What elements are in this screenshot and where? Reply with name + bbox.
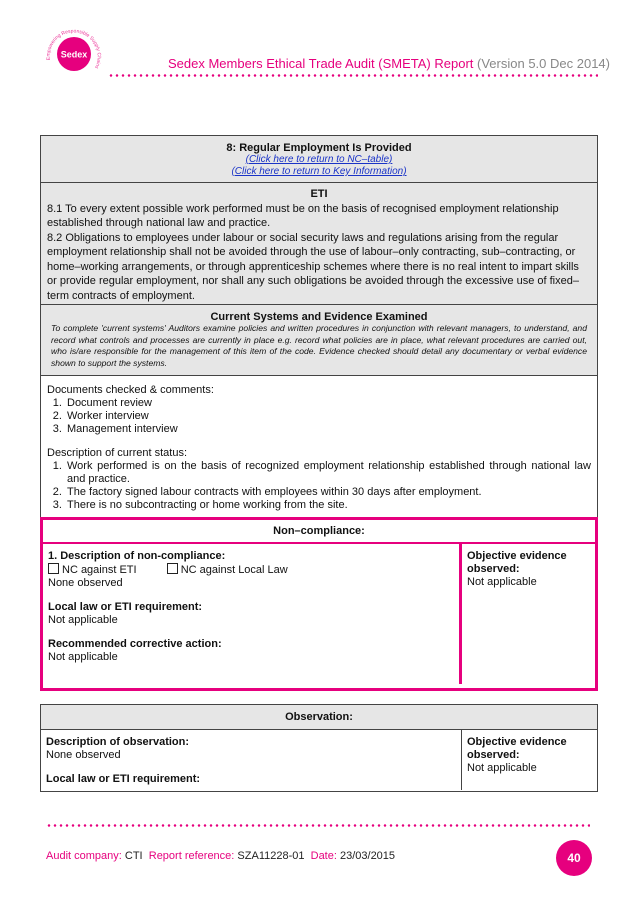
sedex-logo-text: Sedex: [60, 49, 88, 60]
nc-law-label: Local law or ETI requirement:: [48, 601, 203, 613]
obs-evidence-column: [461, 730, 597, 790]
section-8-box: [40, 135, 598, 310]
observation-header: [41, 705, 597, 730]
status-list: [65, 460, 591, 512]
nc-evidence-value: Not applicable: [467, 576, 537, 588]
status-label: Description of current status:: [47, 447, 188, 459]
logo-ring-text: Empowering Responsible Supply Chains: [45, 28, 102, 70]
current-systems-title: Current Systems and Evidence Examined: [210, 311, 428, 323]
footer-date-label: Date:: [310, 850, 337, 862]
documents-list: [65, 397, 591, 436]
list-item: 2. The factory signed labour contracts with employees within 30 days after employment.: [65, 486, 591, 499]
nc-description-label: 1. Description of non-compliance:: [48, 550, 226, 562]
report-version: (Version 5.0 Dec 2014): [477, 56, 610, 71]
current-systems-instructions: To complete 'current systems' Auditors examine policies and written procedures in conjunction with relevant managers, to understand, and record what controls and processes are currently in place e.g. record what policies are in place, what relevant procedures are carried out, who is/are responsible for the management of this item of the code. Evidence checked should detail any documentary or verbal evidence shown to support the systems.: [51, 323, 587, 368]
list-item: 3. Management interview: [65, 423, 591, 436]
list-item: 1. Document review: [65, 397, 591, 410]
non-compliance-details: [43, 544, 459, 684]
nc-action-value: Not applicable: [48, 651, 118, 663]
return-nc-table-link[interactable]: (Click here to return to NC–table): [245, 154, 393, 165]
return-key-information-link[interactable]: (Click here to return to Key Information): [231, 166, 407, 177]
footer-company: CTI: [124, 850, 143, 862]
list-item: 2. Worker interview: [65, 410, 591, 423]
non-compliance-box: [40, 517, 598, 691]
header-dotted-rule: [108, 74, 598, 77]
nc-eti-label: NC against ETI: [62, 564, 137, 576]
obs-description-value: None observed: [46, 749, 121, 761]
eti-8-1: 8.1 To every extent possible work performed must be on the basis of recognised employment relationship established through national law and practice.: [47, 202, 559, 229]
obs-description-label: Description of observation:: [46, 736, 190, 748]
nc-action-label: Recommended corrective action:: [48, 638, 222, 650]
current-systems-content: [41, 376, 597, 518]
observation-box: [40, 704, 598, 792]
nc-checkbox-row: [48, 563, 454, 577]
section-8-header: [41, 136, 597, 183]
obs-law-label: Local law or ETI requirement:: [46, 773, 201, 785]
list-item: 3. There is no subcontracting or home working from the site.: [65, 499, 591, 512]
non-compliance-header: [43, 520, 595, 544]
current-systems-box: [40, 304, 598, 519]
documents-label: Documents checked & comments:: [47, 384, 214, 396]
current-systems-header: [41, 305, 597, 376]
report-title: Sedex Members Ethical Trade Audit (SMETA) Report (Version 5.0 Dec 2014): [168, 56, 610, 71]
nc-eti-checkbox[interactable]: [48, 563, 59, 574]
footer-date: 23/03/2015: [339, 850, 396, 862]
page-number: 40: [556, 840, 592, 876]
footer-dotted-rule: [46, 824, 590, 827]
nc-description-value: None observed: [48, 577, 123, 589]
footer-ref-label: Report reference:: [148, 850, 235, 862]
eti-label: ETI: [310, 188, 328, 200]
observation-title: Observation:: [285, 711, 353, 723]
eti-8-2: 8.2 Obligations to employees under labour or social security laws and regulations arising from the regular employment relationship shall not be avoided through the use of labour–only contracting, sub–contracting, or home–working arrangements, or through apprenticeship schemes where there is no real intent to impart skills or provide regular employment, nor shall any such obligations be avoided through the excessive use of fixed–term contracts of employment.: [47, 231, 579, 302]
nc-evidence-label: Objective evidence observed:: [467, 550, 567, 575]
non-compliance-title: Non–compliance:: [273, 525, 365, 537]
footer-company-label: Audit company:: [46, 850, 122, 862]
obs-evidence-label: Objective evidence observed:: [467, 736, 567, 761]
sedex-logo: [40, 20, 108, 88]
footer-info: [46, 850, 395, 862]
nc-local-law-label: NC against Local Law: [180, 564, 288, 576]
nc-evidence-column: [459, 544, 595, 684]
footer-ref: SZA11228-01: [237, 850, 305, 862]
list-item: 1. Work performed is on the basis of recognized employment relationship established through national law and practice.: [65, 460, 591, 486]
eti-text: [41, 183, 597, 309]
nc-law-value: Not applicable: [48, 614, 118, 626]
obs-evidence-value: Not applicable: [467, 762, 537, 774]
nc-local-law-checkbox[interactable]: [167, 563, 178, 574]
section-8-title: 8: Regular Employment Is Provided: [226, 142, 412, 154]
observation-details: [41, 730, 461, 790]
